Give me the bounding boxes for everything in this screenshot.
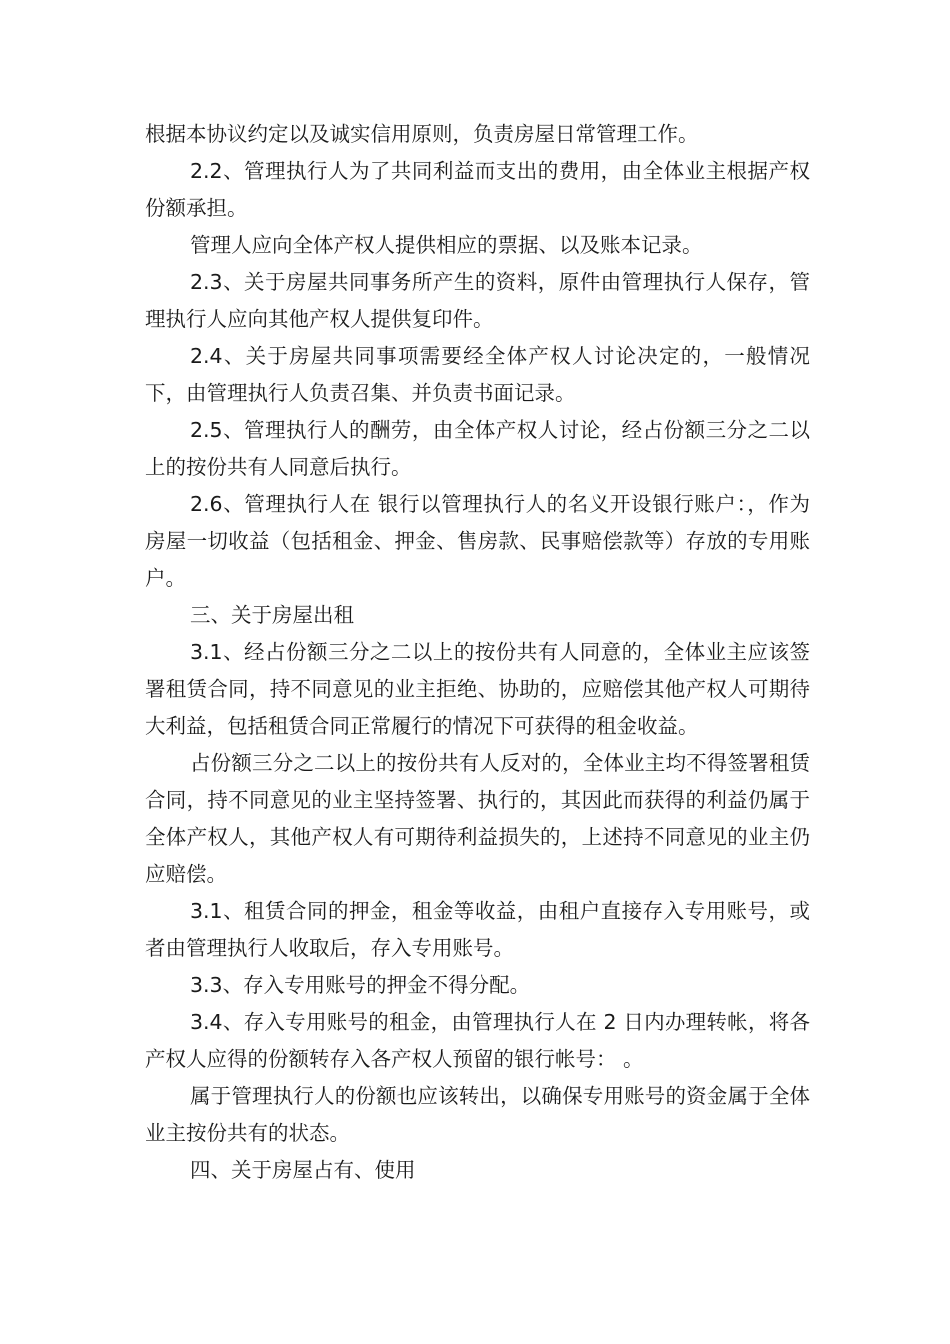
section-heading-4: 四、关于房屋占有、使用 — [190, 1158, 416, 1182]
section-heading-3: 三、关于房屋出租 — [190, 603, 354, 627]
clause-3-1: 3.1、经占份额三分之二以上的按份共有人同意的，全体业主应该签署租赁合同，持不同意见的业主拒绝、协助的，应赔偿其他产权人可期待大利益，包括租赁合同正常履行的情况下可获得的租金收益。 — [145, 640, 810, 738]
clause-2-3: 2.3、关于房屋共同事务所产生的资料，原件由管理执行人保存，管理执行人应向其他产权人提供复印件。 — [145, 270, 810, 331]
paragraph-manager-share: 属于管理执行人的份额也应该转出，以确保专用账号的资金属于全体业主按份共有的状态。 — [145, 1084, 810, 1145]
paragraph-opposition: 占份额三分之二以上的按份共有人反对的，全体业主均不得签署租赁合同，持不同意见的业主坚持签署、执行的，其因此而获得的利益仍属于全体产权人，其他产权人有可期待利益损失的，上述持不同意见的业主仍应赔偿。 — [145, 751, 810, 886]
clause-2-2: 2.2、管理执行人为了共同利益而支出的费用，由全体业主根据产权份额承担。 — [145, 159, 810, 220]
clause-3-1-deposit: 3.1、租赁合同的押金，租金等收益，由租户直接存入专用账号，或者由管理执行人收取后，存入专用账号。 — [145, 899, 810, 960]
clause-2-5: 2.5、管理执行人的酬劳，由全体产权人讨论，经占份额三分之二以上的按份共有人同意后执行。 — [145, 418, 810, 479]
clause-3-3: 3.3、存入专用账号的押金不得分配。 — [190, 973, 531, 997]
document-body — [145, 116, 810, 1189]
clause-2-6: 2.6、管理执行人在 银行以管理执行人的名义开设银行账户：，作为房屋一切收益（包括租金、押金、售房款、民事赔偿款等）存放的专用账户。 — [145, 492, 810, 590]
clause-2-4: 2.4、关于房屋共同事项需要经全体产权人讨论决定的，一般情况下，由管理执行人负责召集、并负责书面记录。 — [145, 344, 810, 405]
paragraph-receipts: 管理人应向全体产权人提供相应的票据、以及账本记录。 — [190, 233, 703, 257]
clause-3-4: 3.4、存入专用账号的租金，由管理执行人在 2 日内办理转帐，将各产权人应得的份额转存入各产权人预留的银行帐号： 。 — [145, 1010, 810, 1071]
paragraph-continuation: 根据本协议约定以及诚实信用原则，负责房屋日常管理工作。 — [145, 122, 699, 146]
